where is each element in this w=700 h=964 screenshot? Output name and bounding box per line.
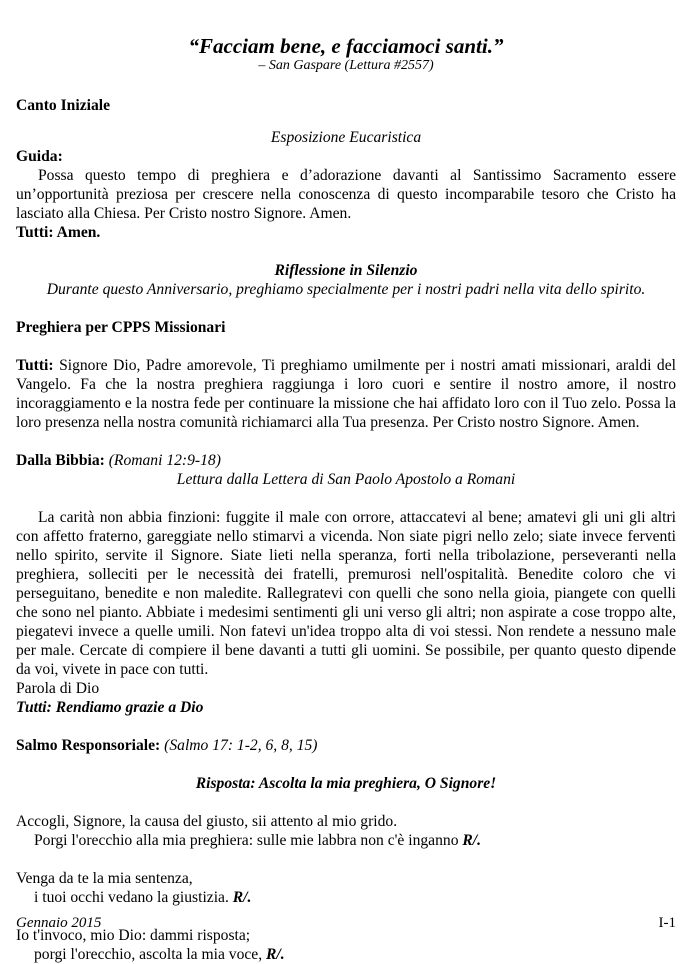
tutti-amen: Tutti: Amen. xyxy=(16,224,101,241)
preghiera-heading: Preghiera per CPPS Missionari xyxy=(16,319,226,336)
bibbia-heading: Dalla Bibbia: xyxy=(16,452,105,469)
verse-1b: Porgi l'orecchio alla mia preghiera: sulle mie labbra non c'è inganno R/. xyxy=(34,832,482,849)
salmo-risposta: Risposta: Ascolta la mia preghiera, O Signore! xyxy=(195,775,497,792)
r-mark: R/. xyxy=(462,832,482,849)
verse-2b: i tuoi occhi vedano la giustizia. R/. xyxy=(34,889,252,906)
bibbia-response: Tutti: Rendiamo grazie a Dio xyxy=(16,699,204,716)
preghiera-tutti-label: Tutti: xyxy=(16,357,54,374)
riflessione-text: Durante questo Anniversario, preghiamo specialmente per i nostri padri nella vita dello spirito. xyxy=(46,281,646,298)
title-attribution: – San Gaspare (Lettura #2557) xyxy=(258,58,434,73)
r-mark: R/. xyxy=(232,889,252,906)
canto-heading: Canto Iniziale xyxy=(16,97,110,114)
guida-text: Possa questo tempo di preghiera e d’adorazione davanti al Santissimo Sacramento essere un’opportunità preziosa per crescere nella conoscenza di questo incomparabile tesoro che Cristo ha lasciato alla Chiesa. Per Cristo nostro Signore. Amen. xyxy=(16,167,676,222)
footer-date: Gennaio 2015 xyxy=(16,915,102,931)
preghiera-paragraph xyxy=(16,356,676,432)
preghiera-text: Signore Dio, Padre amorevole, Ti preghiamo umilmente per i nostri amati missionari, araldi del Vangelo. Fa che la nostra preghiera raggiunga i loro cuori e sentire il nostro amore, il nostro incoraggiamento e la nostra fede per continuare la missione che hai affidato loro con il Tuo zelo. Possa la loro presenza nella nostra comunità richiamarci alla Tua presenza. Per Cristo nostro Signore. Amen. xyxy=(16,357,676,431)
page-title: “Facciam bene, e facciamoci santi.” xyxy=(188,34,504,58)
bibbia-text: La carità non abbia finzioni: fuggite il male con orrore, attaccatevi al bene; amatevi gli uni gli altri con affetto fraterno, gareggiate nello stimarvi a vicenda. Non siate pigri nello zelo; siate invece ferventi nello spirito, servite il Signore. Siate lieti nella speranza, forti nella tribolazione, perseveranti nella preghiera, solleciti per le necessità dei fratelli, premurosi nell'ospitalità. Benedite coloro che vi perseguitano, benedite e non maledite. Rallegratevi con quelli che sono nella gioia, piangete con quelli che sono nel pianto. Abbiate i medesimi sentimenti gli uni verso gli altri; non aspirate a cose troppo alte, piegatevi invece a quelle umili. Non fatevi un'idea troppo alta di voi stessi. Non rendete a nessuno male per male. Cercate di compiere il bene davanti a tutti gli uomini. Se possibile, per quanto questo dipende da voi, vivete in pace con tutti. xyxy=(16,509,676,678)
salmo-heading-line xyxy=(16,736,676,755)
bibbia-heading-line xyxy=(16,451,676,470)
riflessione-heading: Riflessione in Silenzio xyxy=(274,262,418,279)
salmo-reference: (Salmo 17: 1-2, 6, 8, 15) xyxy=(164,737,318,754)
page-number: I-1 xyxy=(658,915,676,931)
bibbia-reference: (Romani 12:9-18) xyxy=(108,452,221,469)
canto-subtitle: Esposizione Eucaristica xyxy=(270,129,422,146)
verse-3a: Io t'invoco, mio Dio: dammi risposta; xyxy=(16,927,251,944)
guida-label: Guida: xyxy=(16,148,63,165)
salmo-heading: Salmo Responsoriale: xyxy=(16,737,161,754)
parola-di-dio: Parola di Dio xyxy=(16,680,100,697)
verse-1a: Accogli, Signore, la causa del giusto, sii attento al mio grido. xyxy=(16,813,398,830)
verse-2a: Venga da te la mia sentenza, xyxy=(16,870,193,887)
r-mark: R/. xyxy=(266,946,285,963)
document-page xyxy=(16,0,676,964)
bibbia-subtitle: Lettura dalla Lettera di San Paolo Apostolo a Romani xyxy=(176,471,516,488)
verse-3b: porgi l'orecchio, ascolta la mia voce, R/. xyxy=(34,946,285,963)
